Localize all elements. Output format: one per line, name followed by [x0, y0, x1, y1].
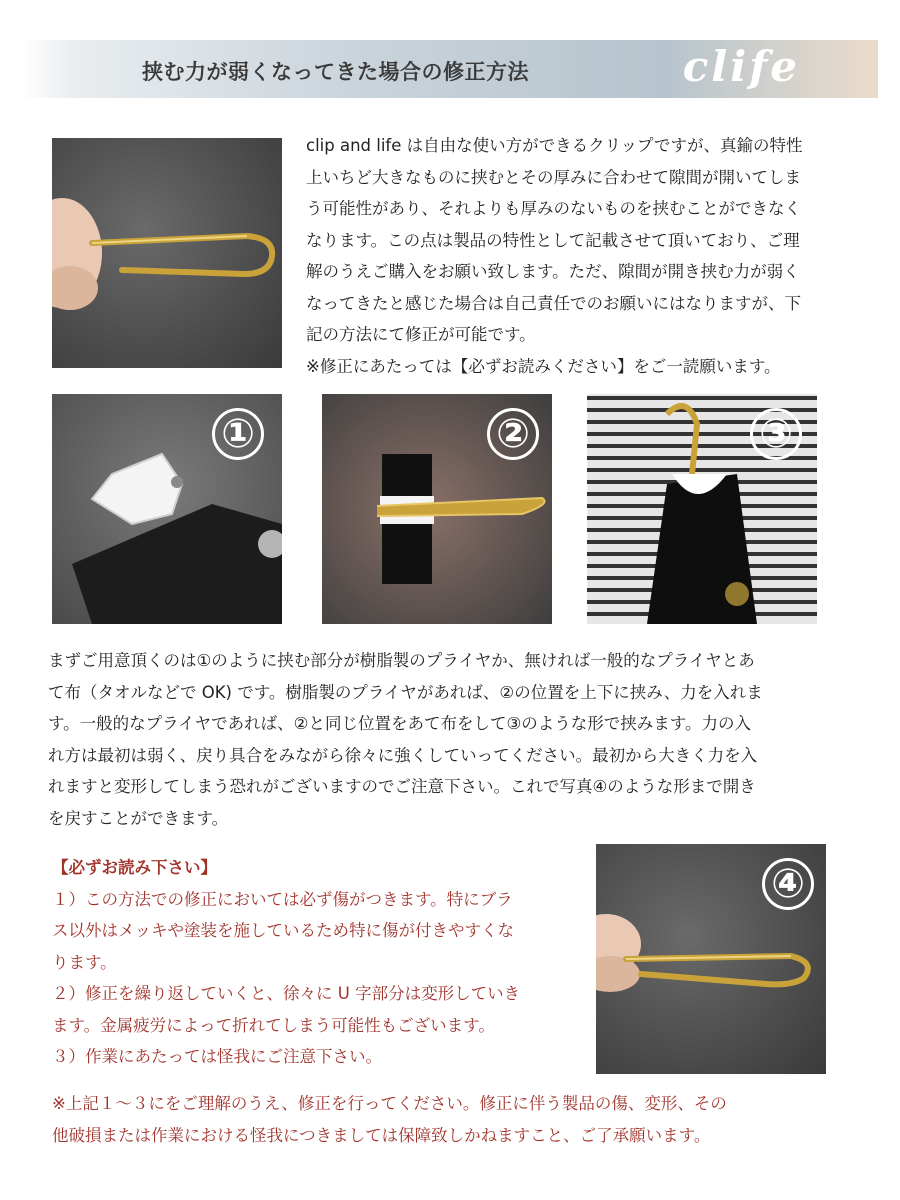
instructions-line: まずご用意頂くのは①のように挟む部分が樹脂製のプライヤか、無ければ一般的なプライヤとあ: [48, 651, 755, 670]
disclaimer-note: [52, 1088, 852, 1151]
warning-line: ３）作業にあたっては怪我にご注意下さい。: [52, 1047, 382, 1066]
instructions-line: れますと変形してしまう恐れがございますのでご注意下さい。これで写真④のような形まで開き: [48, 777, 756, 796]
warning-line: ます。金属疲労によって折れてしまう可能性もございます。: [52, 1015, 495, 1035]
photo-step-2: [322, 394, 552, 624]
photo-step-4: [596, 844, 826, 1074]
step-2-badge: ②: [487, 408, 539, 460]
instructions-paragraph: [48, 645, 838, 834]
intro-paragraph: [306, 130, 851, 382]
intro-line: う可能性があり、それよりも厚みのないものを挟むことができなく: [306, 199, 801, 218]
instructions-line: す。一般的なプライヤであれば、②と同じ位置をあて布をして③のような形で挟みます。力の入: [48, 714, 751, 733]
disclaimer-line: 他破損または作業における怪我につきましては保障致しかねますこと、ご了承願います。: [52, 1125, 711, 1145]
disclaimer-line: ※上記１～３にをご理解のうえ、修正を行ってください。修正に伴う製品の傷、変形、その: [52, 1094, 727, 1113]
intro-line: 記の方法にて修正が可能です。: [306, 325, 536, 344]
intro-line: 解のうえご購入をお願い致します。ただ、隙間が開き挟む力が弱く: [306, 262, 800, 281]
step-4-badge: ④: [762, 858, 814, 910]
intro-line: なってきたと感じた場合は自己責任でのお願いにはなりますが、下: [306, 293, 801, 313]
intro-line: ※修正にあたっては【必ずお読みください】をご一読願います。: [306, 356, 781, 376]
photo-step-3: [587, 394, 817, 624]
photo-clip-closed: [52, 138, 282, 368]
warning-line: ス以外はメッキや塗装を施しているため特に傷が付きやすくな: [52, 921, 514, 940]
warning-line: １）この方法での修正においては必ず傷がつきます。特にブラ: [52, 889, 513, 909]
page-title: 挟む力が弱くなってきた場合の修正方法: [142, 60, 529, 84]
intro-line: clip and life は自由な使い方ができるクリップですが、真鍮の特性: [306, 136, 803, 155]
photo-step-1: [52, 394, 282, 624]
instructions-line: て布（タオルなどで OK) です。樹脂製のプライヤがあれば、②の位置を上下に挟み、力を入れま: [48, 682, 763, 702]
brand-logo: clife: [682, 42, 800, 91]
warning-line: ２）修正を繰り返していくと、徐々に U 字部分は変形していき: [52, 984, 521, 1003]
warning-block: [52, 852, 572, 1073]
clip-illustration: [52, 138, 282, 368]
step-1-badge: ①: [212, 408, 264, 460]
warning-line: ります。: [52, 952, 117, 972]
instructions-line: を戻すことができます。: [48, 808, 229, 828]
warning-title: 【必ずお読み下さい】: [52, 858, 217, 877]
step-3-badge: ③: [750, 408, 802, 460]
intro-line: 上いちど大きなものに挟むとその厚みに合わせて隙間が開いてしま: [306, 167, 801, 187]
header-band: [22, 40, 878, 98]
instructions-line: れ方は最初は弱く、戻り具合をみながら徐々に強くしていってください。最初から大きく力を入: [48, 745, 758, 765]
intro-line: なります。この点は製品の特性として記載させて頂いており、ご理: [306, 230, 800, 250]
